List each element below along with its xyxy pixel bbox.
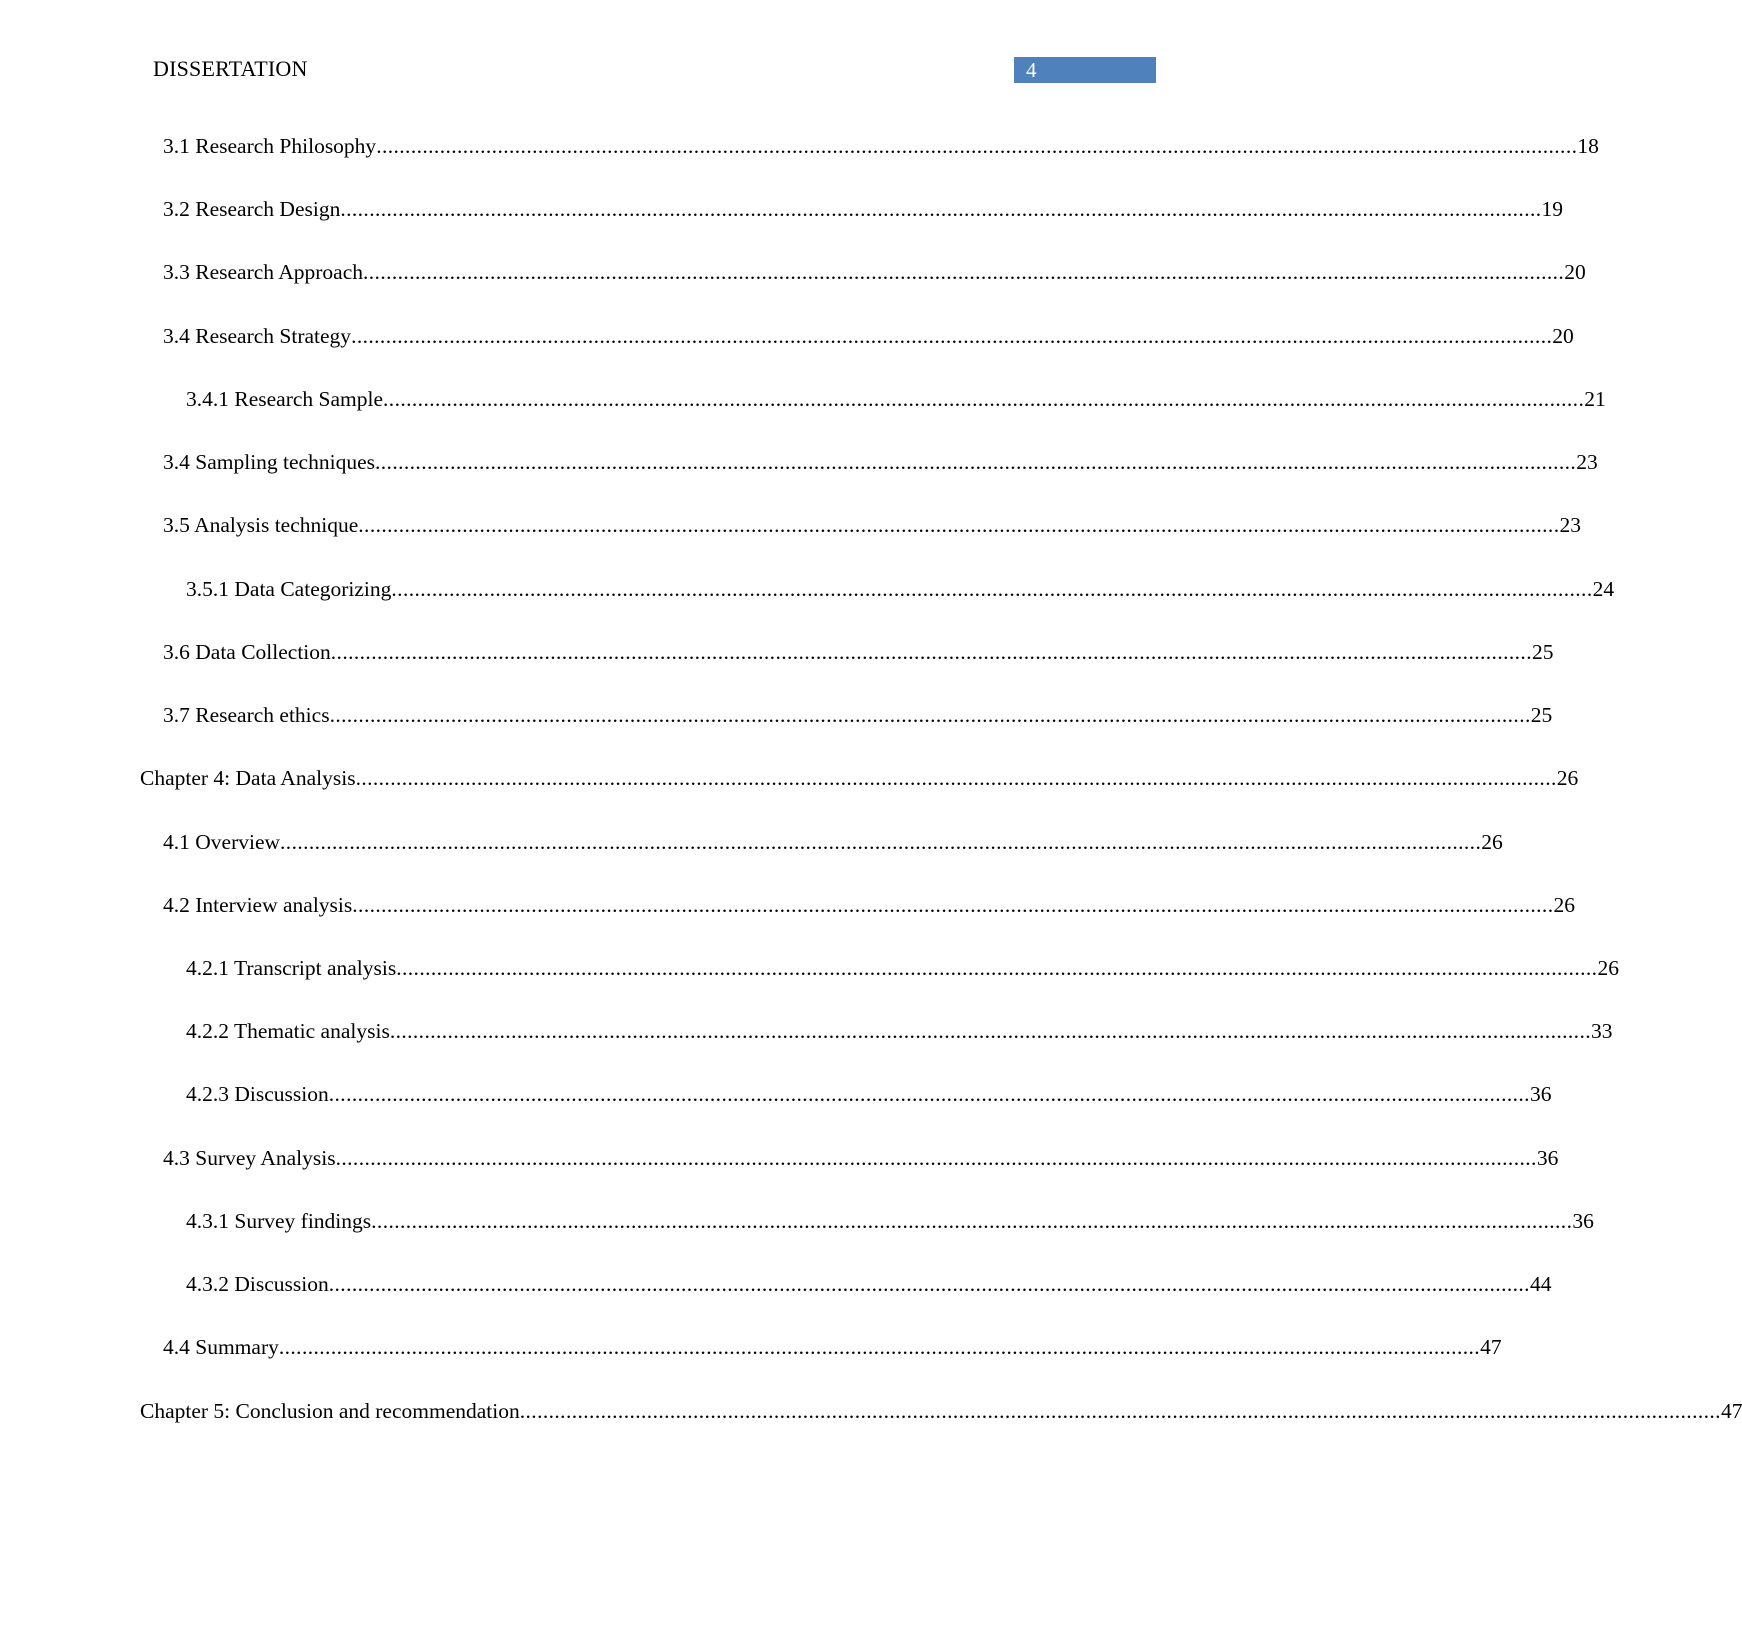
toc-dot-leader: ................................................................................................................................................................................................................ (396, 956, 1598, 980)
toc-entry-page: 26 (1556, 766, 1579, 790)
toc-dot-leader: ................................................................................................................................................................................................................ (280, 830, 1482, 854)
toc-dot-leader: ................................................................................................................................................................................................................ (278, 1335, 1481, 1359)
toc-entry[interactable] (163, 134, 1599, 164)
page-number: 4 (1026, 58, 1037, 82)
toc-dot-leader: ................................................................................................................................................................................................................ (328, 1082, 1530, 1106)
toc-entry-title: 4.3.1 Survey findings (186, 1209, 372, 1233)
toc-entry-title: 4.2 Interview analysis (163, 893, 353, 917)
toc-entry-title: 4.3 Survey Analysis (163, 1146, 336, 1170)
toc-dot-leader: ................................................................................................................................................................................................................ (351, 324, 1553, 348)
toc-entry-page: 26 (1553, 893, 1575, 917)
toc-dot-leader: ................................................................................................................................................................................................................ (335, 1146, 1537, 1170)
toc-dot-leader: ................................................................................................................................................................................................................ (363, 260, 1565, 284)
toc-entry-title: Chapter 4: Data Analysis (140, 766, 356, 790)
toc-entry[interactable] (163, 197, 1564, 227)
toc-entry-title: 3.3 Research Approach (163, 260, 363, 284)
toc-entry[interactable] (186, 1082, 1552, 1112)
toc-entry-page: 47 (1480, 1335, 1502, 1359)
toc-dot-leader: ................................................................................................................................................................................................................ (340, 197, 1542, 221)
toc-entry[interactable] (186, 387, 1606, 417)
toc-entry-title: 3.4.1 Research Sample (186, 387, 384, 411)
toc-entry-page: 20 (1552, 324, 1574, 348)
toc-entry-page: 36 (1536, 1146, 1559, 1170)
toc-entry[interactable] (163, 513, 1581, 543)
toc-entry-title: 3.7 Research ethics (163, 703, 330, 727)
toc-entry[interactable] (163, 703, 1553, 733)
toc-dot-leader: ................................................................................................................................................................................................................ (352, 893, 1554, 917)
toc-entry[interactable] (163, 893, 1575, 923)
toc-dot-leader: ................................................................................................................................................................................................................ (376, 134, 1578, 158)
toc-entry-title: 4.1 Overview (163, 830, 281, 854)
toc-dot-leader: ................................................................................................................................................................................................................ (383, 387, 1585, 411)
toc-dot-leader: ................................................................................................................................................................................................................ (355, 766, 1557, 790)
toc-entry-page: 23 (1559, 513, 1581, 537)
running-header-title: DISSERTATION (153, 56, 308, 81)
toc-entry-title: 4.2.2 Thematic analysis (186, 1019, 390, 1043)
toc-dot-leader: ................................................................................................................................................................................................................ (519, 1399, 1721, 1423)
toc-dot-leader: ................................................................................................................................................................................................................ (328, 1272, 1530, 1296)
page-number-badge (1014, 57, 1156, 83)
toc-entry-title: 4.2.3 Discussion (186, 1082, 329, 1106)
toc-entry-page: 36 (1529, 1082, 1552, 1106)
toc-entry-title: 4.4 Summary (163, 1335, 279, 1359)
toc-entry[interactable] (140, 766, 1579, 796)
toc-entry-page: 47 (1720, 1399, 1742, 1423)
toc-entry[interactable] (163, 1335, 1502, 1365)
toc-entry[interactable] (186, 1019, 1613, 1049)
toc-entry-title: 3.4 Research Strategy (163, 324, 352, 348)
toc-dot-leader: ................................................................................................................................................................................................................ (389, 1019, 1592, 1043)
toc-entry-title: Chapter 5: Conclusion and recommendation (140, 1399, 520, 1423)
toc-entry[interactable] (163, 830, 1503, 860)
toc-entry-page: 23 (1576, 450, 1598, 474)
toc-entry-title: 4.3.2 Discussion (186, 1272, 329, 1296)
toc-entry-page: 24 (1592, 577, 1615, 601)
toc-entry-title: 3.4 Sampling techniques (163, 450, 375, 474)
toc-entry[interactable] (163, 324, 1574, 354)
toc-entry-title: 3.6 Data Collection (163, 640, 331, 664)
toc-dot-leader: ................................................................................................................................................................................................................ (391, 577, 1593, 601)
toc-entry-title: 4.2.1 Transcript analysis (186, 956, 397, 980)
toc-entry[interactable] (163, 260, 1586, 290)
toc-entry-title: 3.2 Research Design (163, 197, 341, 221)
toc-entry-page: 21 (1584, 387, 1606, 411)
toc-entry-page: 19 (1541, 197, 1564, 221)
toc-dot-leader: ................................................................................................................................................................................................................ (375, 450, 1577, 474)
toc-dot-leader: ................................................................................................................................................................................................................ (329, 703, 1531, 727)
toc-entry-page: 25 (1531, 640, 1554, 664)
toc-entry[interactable] (186, 577, 1615, 607)
toc-entry-title: 3.1 Research Philosophy (163, 134, 377, 158)
toc-entry-page: 26 (1597, 956, 1619, 980)
toc-entry[interactable] (186, 956, 1619, 986)
toc-entry-page: 26 (1481, 830, 1503, 854)
toc-entry-title: 3.5 Analysis technique (163, 513, 359, 537)
toc-entry-page: 25 (1530, 703, 1553, 727)
toc-entry-page: 44 (1529, 1272, 1552, 1296)
toc-entry[interactable] (140, 1399, 1742, 1429)
toc-entry-page: 36 (1572, 1209, 1594, 1233)
toc-entry[interactable] (186, 1209, 1594, 1239)
toc-entry[interactable] (186, 1272, 1552, 1302)
toc-dot-leader: ................................................................................................................................................................................................................ (358, 513, 1560, 537)
toc-entry-page: 20 (1564, 260, 1586, 284)
toc-entry[interactable] (163, 640, 1554, 670)
toc-entry[interactable] (163, 1146, 1559, 1176)
toc-dot-leader: ................................................................................................................................................................................................................ (330, 640, 1532, 664)
toc-entry-page: 33 (1591, 1019, 1613, 1043)
toc-entry[interactable] (163, 450, 1598, 480)
toc-dot-leader: ................................................................................................................................................................................................................ (371, 1209, 1573, 1233)
toc-entry-title: 3.5.1 Data Categorizing (186, 577, 392, 601)
toc-entry-page: 18 (1577, 134, 1599, 158)
